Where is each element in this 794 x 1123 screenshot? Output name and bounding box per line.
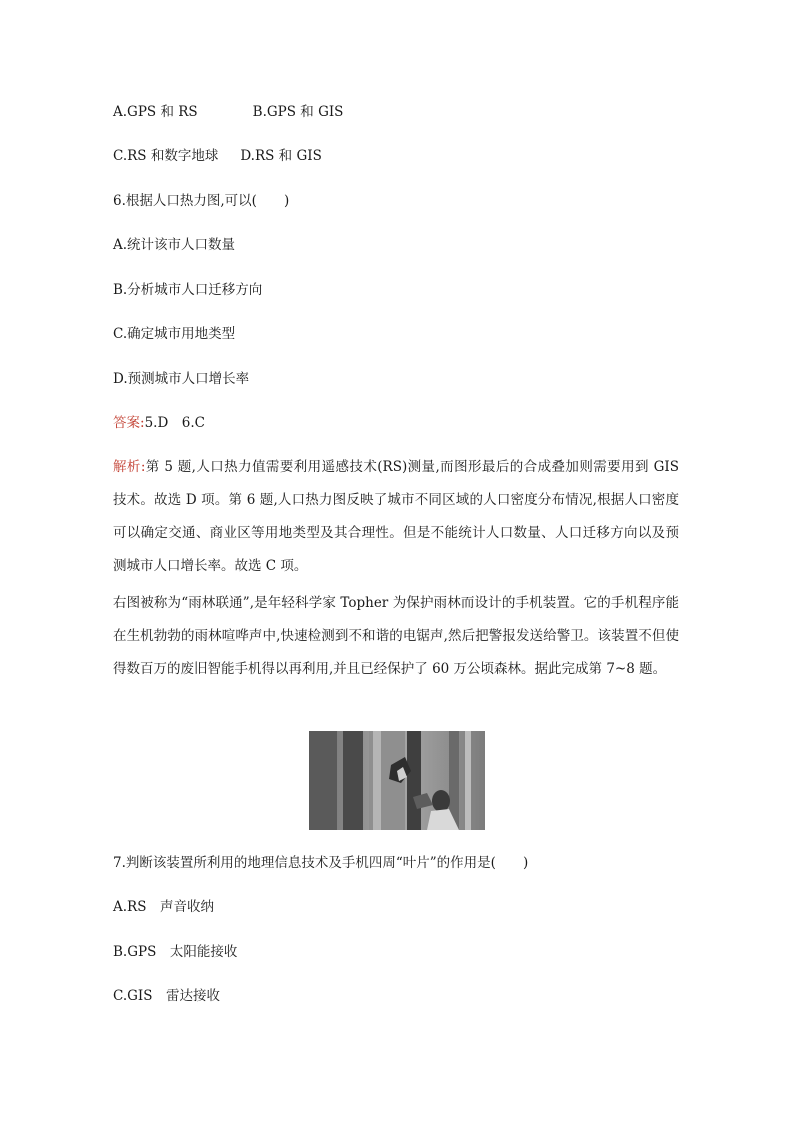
q5-option-b: B.GPS 和 GIS — [252, 104, 344, 120]
q6-stem: 6.根据人口热力图,可以( ) — [113, 193, 290, 209]
q5-option-d: D.RS 和 GIS — [240, 148, 322, 164]
rainforest-device-photo — [309, 731, 485, 830]
q5-option-c: C.RS 和数字地球 — [113, 148, 219, 164]
analysis-text: 第 5 题,人口热力值需要利用遥感技术(RS)测量,而图形最后的合成叠加则需要用到 GIS 技术。故选 D 项。第 6 题,人口热力图反映了城市不同区域的人口密度分布情况,根据人口密度可以确定交通、商业区等用地类型及其合理性。但是不能统计人口数量、人口迁移方向以及预测城市人口增长率。故选 C 项。 — [113, 459, 679, 574]
rainforest-photo-illustration — [309, 731, 485, 830]
analysis-paragraph — [113, 451, 679, 583]
q7-option-b: B.GPS 太阳能接收 — [113, 944, 238, 960]
answer-label: 答案: — [113, 415, 145, 431]
q6-option-c: C.确定城市用地类型 — [113, 326, 236, 342]
q7-stem: 7.判断该装置所利用的地理信息技术及手机四周“叶片”的作用是( ) — [113, 855, 529, 871]
q7-option-c: C.GIS 雷达接收 — [113, 988, 221, 1004]
q5-options-row-2 — [113, 147, 322, 165]
q5-options-row-1 — [113, 103, 343, 121]
q7-option-a: A.RS 声音收纳 — [113, 899, 214, 915]
q6-option-a: A.统计该市人口数量 — [113, 237, 236, 253]
intro-paragraph: 右图被称为“雨林联通”,是年轻科学家 Topher 为保护雨林而设计的手机装置。它的手机程序能在生机勃勃的雨林喧哗声中,快速检测到不和谐的电锯声,然后把警报发送给警卫。该装置不但使得数百万的废旧智能手机得以再利用,并且已经保护了 60 万公顷森林。据此完成第 7~8 题。 — [113, 595, 679, 677]
q5-option-a: A.GPS 和 RS — [113, 104, 198, 120]
q6-option-d: D.预测城市人口增长率 — [113, 371, 250, 387]
answer-line — [113, 414, 205, 432]
analysis-label: 解析: — [113, 459, 146, 475]
answer-value: 5.D 6.C — [144, 415, 205, 431]
q6-option-b: B.分析城市人口迁移方向 — [113, 282, 263, 298]
